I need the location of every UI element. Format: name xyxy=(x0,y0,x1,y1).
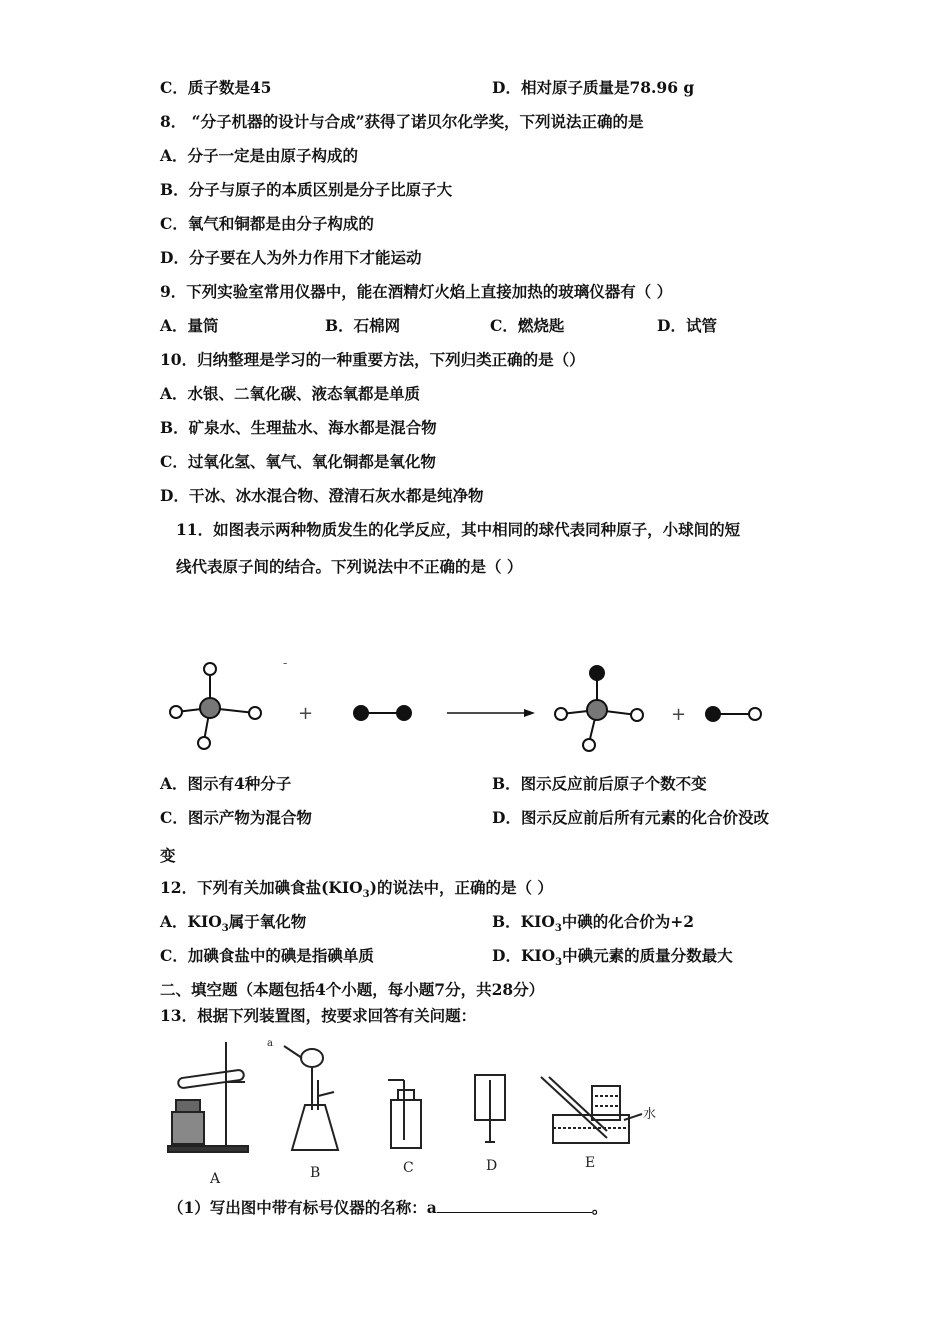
section-2-heading: 二、填空题（本题包括4个小题，每小题7分，共28分） xyxy=(160,980,545,999)
product-molecule-1 xyxy=(555,666,643,751)
q11-stem-line1: 11．如图表示两种物质发生的化学反应，其中相同的球代表同种原子，小球间的短 xyxy=(176,520,741,539)
q8-option-c: C．氧气和铜都是由分子构成的 xyxy=(160,214,374,233)
plus-sign-2: + xyxy=(671,704,687,725)
atom-grey xyxy=(200,698,220,718)
atom-black xyxy=(706,707,720,721)
apparatus-figure xyxy=(168,1042,642,1152)
q9-stem: 9．下列实验室常用仪器中，能在酒精灯火焰上直接加热的玻璃仪器有（ ） xyxy=(160,282,673,301)
q9-option-b: B．石棉网 xyxy=(325,316,401,335)
atom-white xyxy=(170,706,182,718)
q10-option-c: C．过氧化氢、氧气、氧化铜都是氧化物 xyxy=(160,452,436,471)
apparatus-d xyxy=(475,1075,505,1142)
q12-stem: 12．下列有关加碘食盐$(KIO_3)$的说法中，正确的是（ ） xyxy=(160,878,553,901)
apparatus-label-c: C xyxy=(403,1160,414,1176)
atom-white xyxy=(583,739,595,751)
q11-option-b: B．图示反应前后原子个数不变 xyxy=(492,774,707,793)
atom-white xyxy=(631,709,643,721)
q9-option-d: D．试管 xyxy=(657,316,717,335)
q7-option-c: C．质子数是45 xyxy=(160,78,272,97)
apparatus-label-a: A xyxy=(210,1171,221,1187)
instrument-mark-a: a xyxy=(267,1038,273,1049)
atom-white xyxy=(204,663,216,675)
reactant-molecule-1 xyxy=(170,663,261,749)
q12-option-c: C．加碘食盐中的碘是指碘单质 xyxy=(160,946,374,965)
dash-mark: - xyxy=(283,656,288,670)
answer-blank[interactable] xyxy=(437,1198,592,1213)
plus-sign-1: + xyxy=(298,703,314,724)
q8-option-d: D．分子要在人为外力作用下才能运动 xyxy=(160,248,422,267)
water-label: 水 xyxy=(643,1107,657,1122)
q7-option-d: D．相对原子质量是78.96 g xyxy=(492,78,695,97)
apparatus-e xyxy=(541,1077,642,1143)
q10-option-b: B．矿泉水、生理盐水、海水都是混合物 xyxy=(160,418,437,437)
reaction-arrow xyxy=(447,709,535,717)
atom-black xyxy=(590,666,604,680)
q11-option-d: D．图示反应前后所有元素的化合价没改 xyxy=(492,808,769,827)
q12-option-a: A．$KIO_3$属于氧化物 xyxy=(160,912,307,935)
atom-black xyxy=(354,706,368,720)
q10-option-a: A．水银、二氧化碳、液态氧都是单质 xyxy=(160,384,421,403)
q11-option-c: C．图示产物为混合物 xyxy=(160,808,312,827)
atom-white xyxy=(249,707,261,719)
q12-option-d: D．$KIO_3$中碘元素的质量分数最大 xyxy=(492,946,733,969)
q10-stem: 10．归纳整理是学习的一种重要方法，下列归类正确的是（） xyxy=(160,350,585,369)
q9-option-a: A．量筒 xyxy=(160,316,219,335)
apparatus-label-b: B xyxy=(310,1165,321,1181)
q11-option-d-cont: 变 xyxy=(160,846,176,865)
apparatus-a xyxy=(168,1042,248,1152)
apparatus-label-d: D xyxy=(486,1158,498,1174)
q13-sub1: （1）写出图中带有标号仪器的名称：a 。 xyxy=(168,1198,608,1217)
atom-black xyxy=(397,706,411,720)
q10-option-d: D．干冰、冰水混合物、澄清石灰水都是纯净物 xyxy=(160,486,484,505)
atom-grey xyxy=(587,700,607,720)
atom-white xyxy=(749,708,761,720)
q8-option-b: B．分子与原子的本质区别是分子比原子大 xyxy=(160,180,453,199)
q11-stem-line2: 线代表原子间的结合。下列说法中不正确的是（ ） xyxy=(176,557,523,576)
atom-white xyxy=(555,708,567,720)
q9-option-c: C．燃烧匙 xyxy=(490,316,565,335)
apparatus-b xyxy=(284,1046,338,1150)
reactant-molecule-2 xyxy=(354,706,411,720)
q8-stem: 8． “分子机器的设计与合成”获得了诺贝尔化学奖，下列说法正确的是 xyxy=(160,112,644,131)
product-molecule-2 xyxy=(706,707,761,721)
apparatus-c xyxy=(388,1080,421,1148)
q11-option-a: A．图示有4种分子 xyxy=(160,774,292,793)
q12-option-b: B．$KIO_3$中碘的化合价为+2 xyxy=(492,912,695,935)
apparatus-label-e: E xyxy=(585,1155,596,1171)
atom-white xyxy=(198,737,210,749)
q8-option-a: A．分子一定是由原子构成的 xyxy=(160,146,359,165)
q13-stem: 13．根据下列装置图，按要求回答有关问题： xyxy=(160,1006,477,1025)
